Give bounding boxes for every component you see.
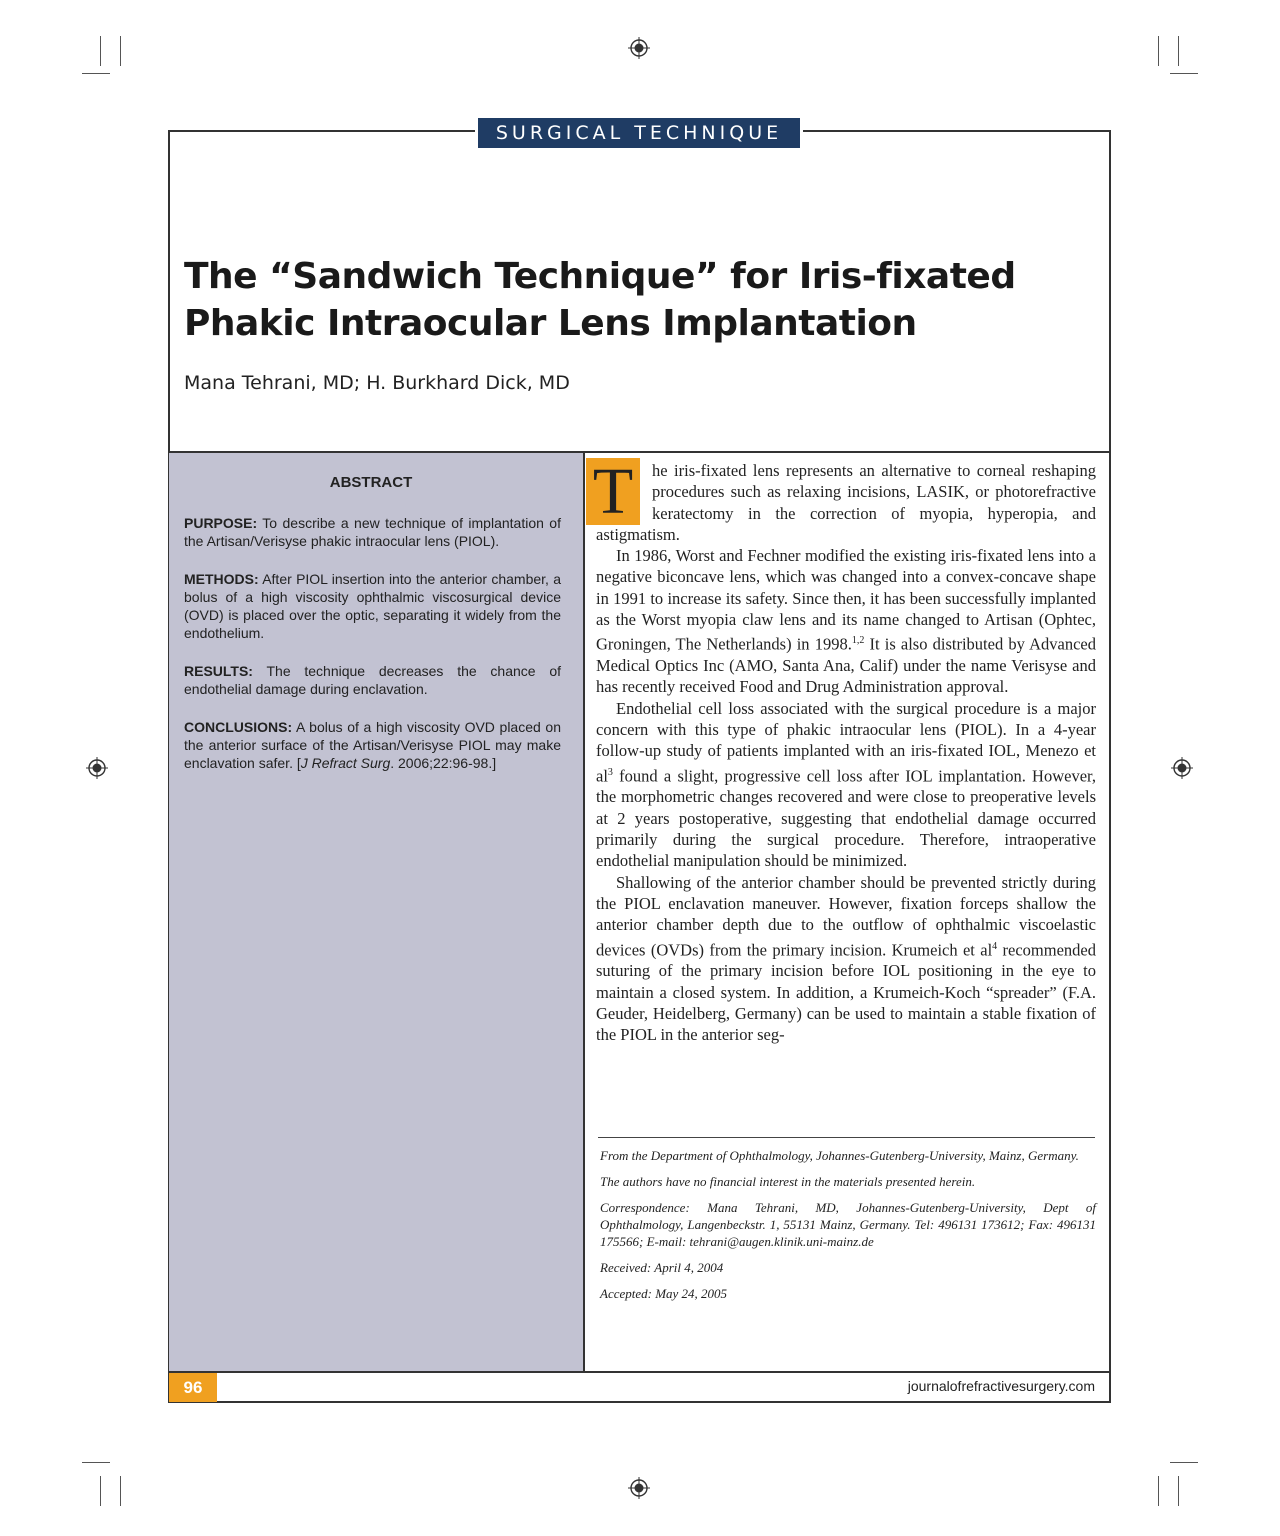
registration-mark-icon: [628, 37, 650, 59]
citation-journal: J Refract Surg: [300, 755, 391, 771]
registration-mark-icon: [1171, 757, 1193, 779]
conclusions-text: A bolus of a high viscosity OVD placed on the anterior surface of the Artisan/Verisyse PIOL may make enclavation safer. [: [184, 719, 561, 771]
abstract-conclusions: [184, 718, 561, 772]
title-line-2: Phakic Intraocular Lens Implantation: [184, 303, 917, 344]
crop-mark: [1178, 1476, 1179, 1506]
purpose-text: To describe a new technique of implantation of the Artisan/Verisyse phakic intraocular lens (PIOL).: [184, 515, 561, 549]
abstract-purpose: [184, 514, 561, 550]
article-authors: Mana Tehrani, MD; H. Burkhard Dick, MD: [184, 372, 570, 394]
article-title: [184, 253, 1084, 347]
results-text: The technique decreases the chance of endothelial damage during enclavation.: [184, 663, 561, 697]
methods-label: METHODS:: [184, 571, 259, 587]
footnote-divider: [598, 1137, 1095, 1138]
crop-mark: [100, 1476, 101, 1506]
reference-superscript: 4: [992, 940, 998, 952]
registration-mark-icon: [86, 757, 108, 779]
crop-mark: [1178, 36, 1179, 66]
reference-superscript: 1,2: [851, 635, 865, 647]
footer-divider: [169, 1371, 1110, 1373]
footnote-correspondence: Correspondence: Mana Tehrani, MD, Johannes-Gutenberg-University, Dept of Ophthalmology, Langenbeckstr. 1, 55131 Mainz, Germany. Tel: 496131 173612; Fax: 496131 175566; E-mail: tehrani@augen.klinik.uni-mainz.de: [600, 1200, 1096, 1249]
crop-mark: [82, 1462, 110, 1463]
crop-mark: [1170, 1462, 1198, 1463]
paragraph-1-text: he iris-fixated lens represents an alternative to corneal reshaping procedures such as relaxing incisions, LASIK, or photorefractive keratectomy in the correction of myopia, hyperopia, and astigmatism.: [596, 461, 1096, 544]
paragraph-2: [596, 545, 1096, 698]
crop-mark: [1158, 1476, 1159, 1506]
paragraph-2-text-a: In 1986, Worst and Fechner modified the existing iris-fixated lens into a negative biconcave lens, which was changed into a convex-concave shape in 1991 to increase its safety. Since then, it has been successfully implanted as the Worst myopia claw lens and its name changed to Artisan (Ophtec, Groningen, The Netherlands) in 1998.: [596, 546, 1096, 654]
abstract-methods: [184, 570, 561, 642]
paragraph-4: [596, 872, 1096, 1046]
paragraph-1: [596, 460, 1096, 545]
paragraph-4-text-a: Shallowing of the anterior chamber should be prevented strictly during the PIOL enclavation maneuver. However, fixation forceps shallow the anterior chamber depth due to the outflow of ophthalmic viscoelastic devices (OVDs) from the primary incision. Krumeich et al: [596, 872, 1096, 960]
crop-mark: [82, 73, 110, 74]
abstract-body: [184, 514, 561, 792]
paragraph-3-text-a: Endothelial cell loss associated with the surgical procedure is a major concern with this type of phakic intraocular lens (PIOL). In a 4-year follow-up study of patients implanted with an iris-fixated IOL, Menezo et al: [596, 698, 1096, 786]
crop-mark: [100, 36, 101, 66]
crop-mark: [120, 1476, 121, 1506]
footnote-affiliation: From the Department of Ophthalmology, Johannes-Gutenberg-University, Mainz, Germany.: [600, 1148, 1079, 1163]
conclusions-label: CONCLUSIONS:: [184, 719, 293, 735]
title-line-1: The “Sandwich Technique” for Iris-fixated: [184, 256, 1016, 297]
paragraph-3: [596, 698, 1096, 872]
footnote-received: Received: April 4, 2004: [600, 1260, 724, 1275]
crop-mark: [120, 36, 121, 66]
drop-cap: T: [586, 458, 640, 525]
page-number: 96: [169, 1373, 217, 1402]
registration-mark-icon: [628, 1477, 650, 1499]
reference-superscript: 3: [607, 766, 613, 778]
citation-rest: . 2006;22:96-98.]: [390, 755, 497, 771]
footnote-accepted: Accepted: May 24, 2005: [600, 1286, 728, 1301]
footnotes: [600, 1147, 1096, 1311]
abstract-heading: ABSTRACT: [329, 474, 413, 491]
methods-text: After PIOL insertion into the anterior chamber, a bolus of a high viscosity ophthalmic viscosurgical device (OVD) is placed over the optic, separating it widely from the endothelium.: [184, 571, 562, 641]
results-label: RESULTS:: [184, 663, 253, 679]
abstract-results: [184, 662, 561, 698]
paragraph-2-text-b: It is also distributed by Advanced Medical Optics Inc (AMO, Santa Ana, Calif) under the name Verisyse and has recently received Food and Drug Administration approval.: [596, 634, 1096, 697]
body-text: [596, 460, 1096, 1046]
crop-mark: [1170, 73, 1198, 74]
journal-website: journalofrefractivesurgery.com: [907, 1378, 1095, 1394]
section-tag: SURGICAL TECHNIQUE: [478, 118, 800, 148]
purpose-label: PURPOSE:: [184, 515, 258, 531]
paragraph-3-text-b: found a slight, progressive cell loss after IOL implantation. However, the morphometric changes recovered and were close to preoperative levels at 2 years postoperative, suggesting that endothelial damage occurred primarily during the surgical procedure. Therefore, intraoperative endothelial manipulation should be minimized.: [596, 766, 1096, 871]
footnote-disclosure: The authors have no financial interest in the materials presented herein.: [600, 1174, 976, 1189]
paragraph-4-text-b: recommended suturing of the primary incision before IOL positioning in the eye to maintain a closed system. In addition, a Krumeich-Koch “spreader” (F.A. Geuder, Heidelberg, Germany) can be used to maintain a stable fixation of the PIOL in the anterior seg-: [596, 940, 1096, 1045]
column-divider: [583, 453, 585, 1371]
crop-mark: [1158, 36, 1159, 66]
